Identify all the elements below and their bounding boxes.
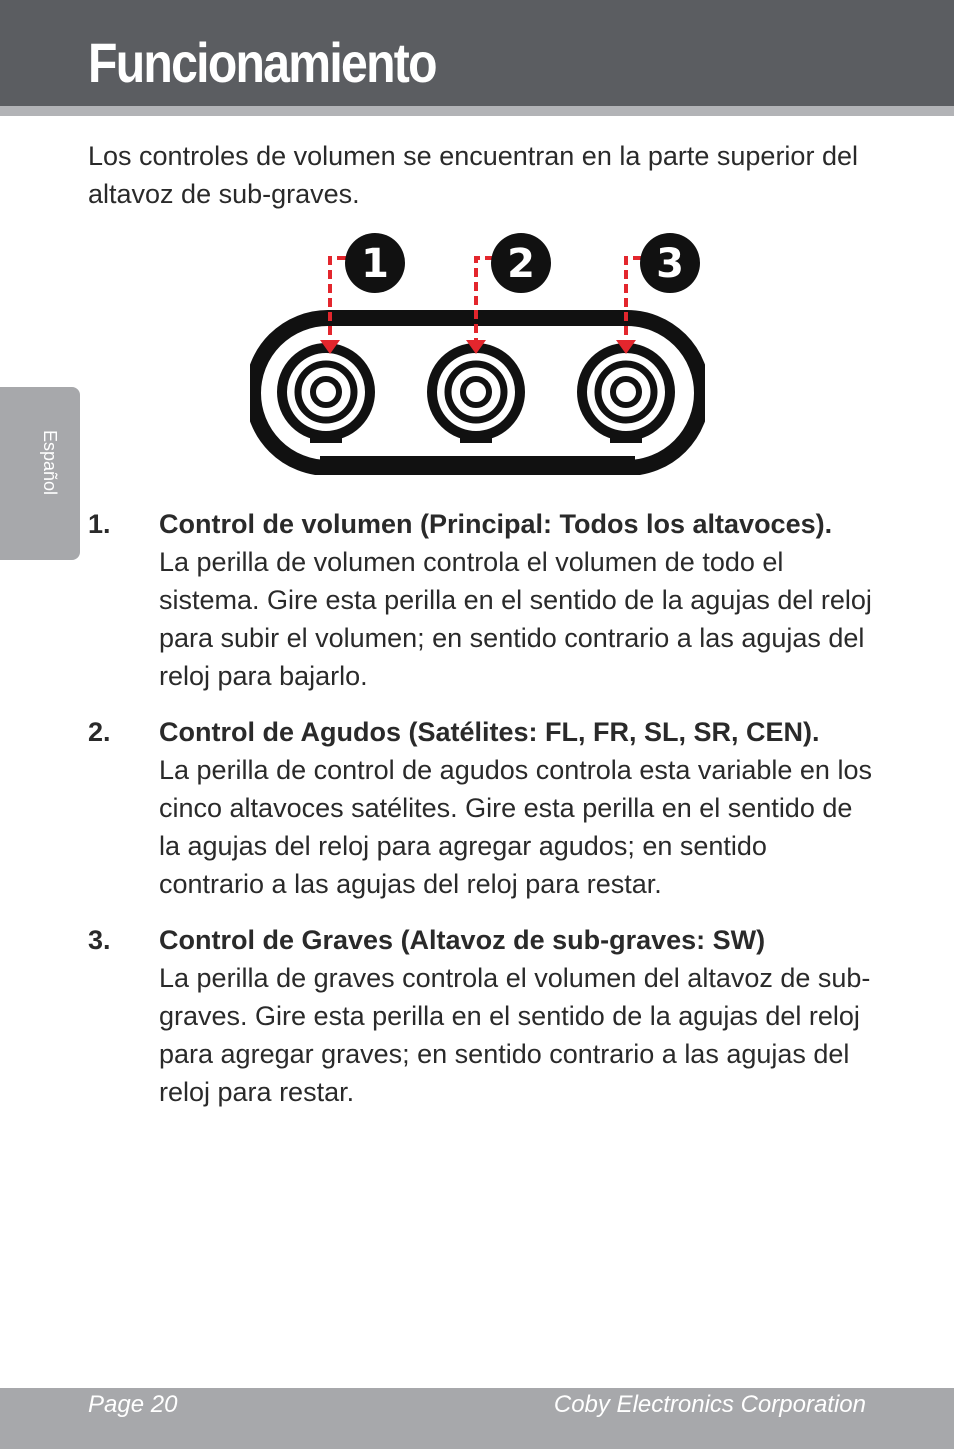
item-body: La perilla de volumen controla el volumen de todo el sistema. Gire esta perilla en el sentido de la agujas del reloj para subir el volumen; en sentido contrario a las agujas del reloj para bajarlo. xyxy=(159,547,872,691)
callout-3-label: 3 xyxy=(656,241,684,287)
list-item xyxy=(88,505,878,695)
knob-treble xyxy=(432,348,520,443)
list-item xyxy=(88,921,878,1111)
language-tab-label: Español xyxy=(40,430,60,496)
item-body: La perilla de graves controla el volumen del altavoz de sub-graves. Gire esta perilla en el sentido de la agujas del reloj para agregar graves; en sentido contrario a las agujas del reloj para restar. xyxy=(159,963,871,1107)
page-number: Page 20 xyxy=(88,1391,178,1418)
callout-2 xyxy=(491,233,551,293)
intro-paragraph: Los controles de volumen se encuentran en la parte superior del altavoz de sub-graves. xyxy=(88,141,858,209)
volume-controls-diagram xyxy=(250,230,705,475)
list-item xyxy=(88,713,878,903)
company-name: Coby Electronics Corporation xyxy=(553,1391,866,1418)
knob-bass xyxy=(582,348,670,443)
item-number: 1. xyxy=(88,509,111,539)
item-number: 2. xyxy=(88,717,111,747)
page-title: Funcionamiento xyxy=(88,31,436,94)
knob-volume xyxy=(282,348,370,443)
controls-list xyxy=(88,505,878,1129)
item-title: Control de Graves (Altavoz de sub-graves: SW) xyxy=(159,925,766,955)
item-title: Control de volumen (Principal: Todos los altavoces). xyxy=(159,509,833,539)
item-title: Control de Agudos (Satélites: FL, FR, SL, SR, CEN). xyxy=(159,717,820,747)
callout-3 xyxy=(640,233,700,293)
callout-2-label: 2 xyxy=(507,241,535,287)
callout-1 xyxy=(345,233,405,293)
item-number: 3. xyxy=(88,925,111,955)
header-stripe xyxy=(0,106,954,116)
item-body: La perilla de control de agudos controla esta variable en los cinco altavoces satélites. Gire esta perilla en el sentido de la agujas del reloj para agregar agudos; en sentido contrario a las agujas del reloj para restar. xyxy=(159,755,872,899)
callout-1-label: 1 xyxy=(361,241,389,287)
